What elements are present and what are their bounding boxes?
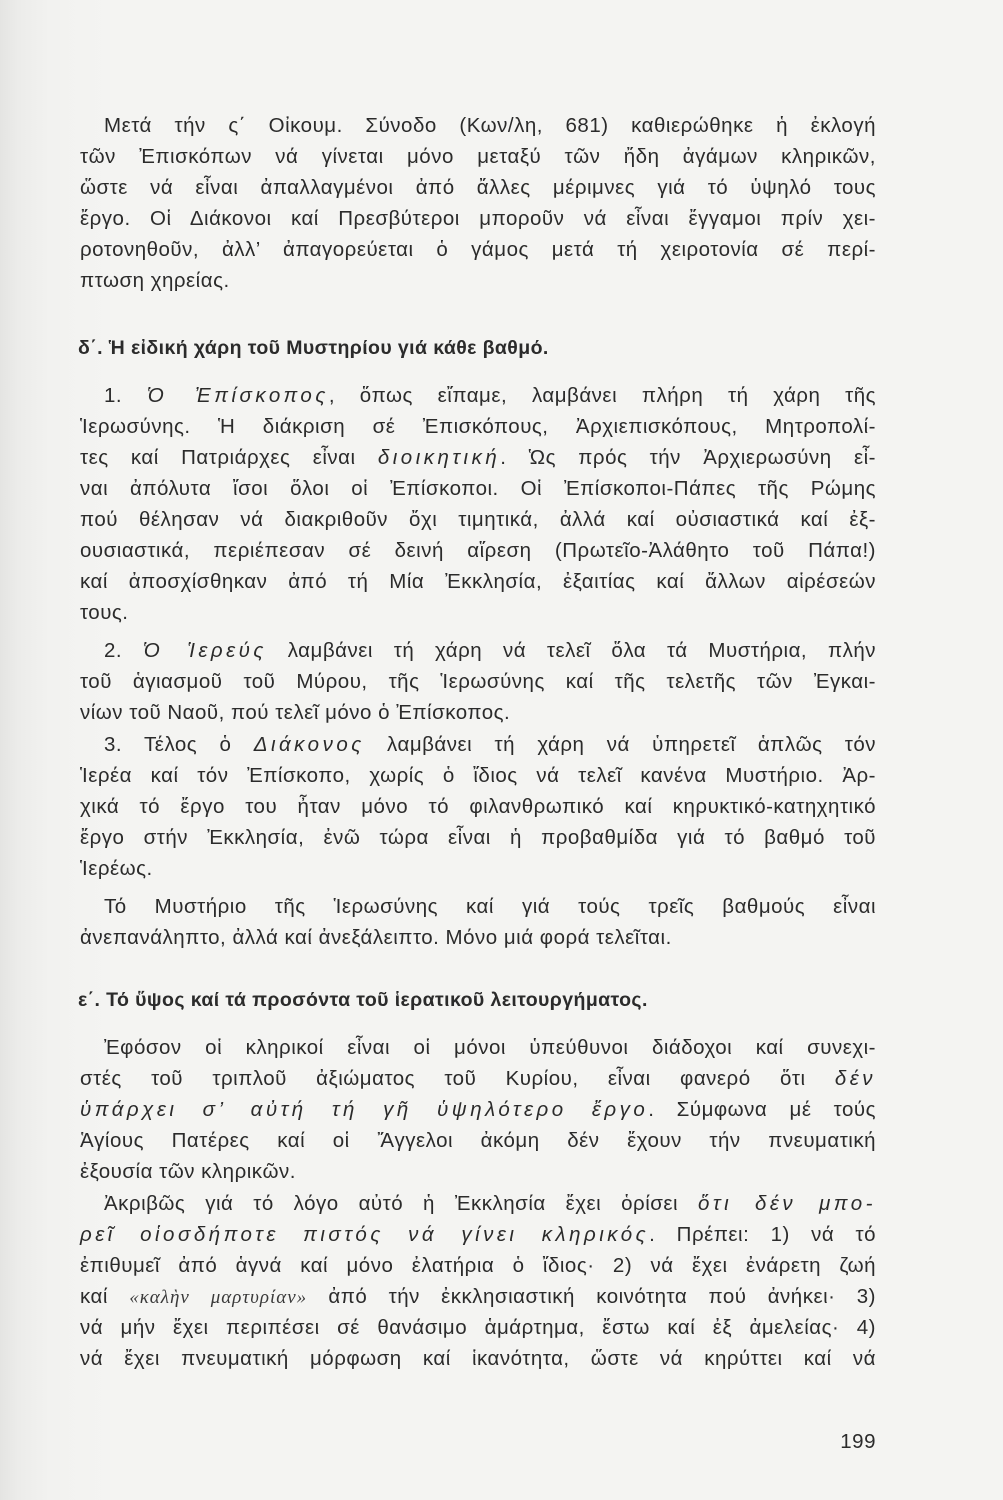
text-line bbox=[80, 1281, 876, 1312]
text-segment: ἀπό τήν ἐκκλησιαστική κοινότητα πού ἀνήκει· 3) bbox=[307, 1285, 876, 1308]
qualifications-paragraph bbox=[80, 1188, 876, 1374]
text-line: Ἱερέα καί τόν Ἐπίσκοπο, χωρίς ὁ ἴδιος νά τελεῖ κανένα Μυστήριο. Ἀρ- bbox=[80, 764, 876, 787]
text-line: Ἁγίους Πατέρες καί οἱ Ἄγγελοι ἀκόμη δέν ἔχουν τήν πνευματική bbox=[80, 1129, 876, 1152]
emphasis-text: διοικητική bbox=[377, 446, 501, 469]
text-line: ἐξουσία τῶν κληρικῶν. bbox=[80, 1160, 297, 1183]
text-line: ναι ἀπόλυτα ἴσοι ὅλοι οἱ Ἐπίσκοποι. Οἱ Ἐπίσκοποι-Πάπες τῆς Ρώμης bbox=[80, 477, 876, 500]
text-line: Τό Μυστήριο τῆς Ἱερωσύνης καί γιά τούς τρεῖς βαθμούς εἶναι bbox=[104, 895, 876, 918]
text-line: νίων τοῦ Ναοῦ, πού τελεῖ μόνο ὁ Ἐπίσκοπος. bbox=[80, 701, 511, 724]
priest-paragraph bbox=[80, 635, 876, 728]
text-line bbox=[80, 635, 876, 666]
text-segment: λαμβάνει τή χάρη νά τελεῖ ὅλα τά Μυστήρια, πλήν bbox=[266, 639, 876, 662]
quotation-text: «καλὴν μαρτυρίαν» bbox=[129, 1287, 308, 1308]
bishop-paragraph bbox=[80, 380, 876, 628]
text-line bbox=[80, 1188, 876, 1219]
section-e-heading: ε΄. Τό ὕψος καί τά προσόντα τοῦ ἱερατικοῦ λειτουργήματος. bbox=[78, 989, 648, 1011]
text-line: ὥστε νά εἶναι ἀπαλλαγμένοι ἀπό ἄλλες μέριμνες γιά τό ὑψηλό τους bbox=[80, 176, 876, 199]
text-line bbox=[80, 729, 876, 760]
text-line: Ἐφόσον οἱ κληρικοί εἶναι οἱ μόνοι ὑπεύθυνοι διάδοχοι καί συνεχι- bbox=[104, 1036, 876, 1059]
text-line: τῶν Ἐπισκόπων νά γίνεται μόνο μεταξύ τῶν ἤδη ἀγάμων κληρικῶν, bbox=[80, 145, 876, 168]
text-segment: τες καί Πατριάρχες εἶναι bbox=[80, 446, 378, 469]
emphasis-text: ὅτι δέν μπο- bbox=[698, 1192, 876, 1215]
text-line bbox=[80, 1063, 876, 1094]
text-line: τοῦ ἁγιασμοῦ τοῦ Μύρου, τῆς Ἱερωσύνης καί τῆς τελετῆς τῶν Ἐγκαι- bbox=[80, 670, 876, 693]
text-line bbox=[80, 1094, 876, 1125]
text-segment: . Πρέπει: 1) νά τό bbox=[649, 1223, 877, 1246]
emphasis-text: δέν bbox=[834, 1067, 876, 1090]
text-line bbox=[80, 380, 876, 411]
text-segment: . Σύμφωνα μέ τούς bbox=[648, 1098, 876, 1121]
emphasis-text: ὑπάρχει σ’ αὐτή τή γῆ ὑψηλότερο ἔργο bbox=[80, 1098, 649, 1121]
text-line: ἀνεπανάληπτο, ἀλλά καί ἀνεξάλειπτο. Μόνο μιά φορά τελεῖται. bbox=[80, 926, 672, 949]
text-line bbox=[80, 1219, 876, 1250]
text-segment: 1. bbox=[104, 384, 147, 407]
text-line: χικά τό ἔργο του ἦταν μόνο τό φιλανθρωπικό καί κηρυκτικό-κατηχητικό bbox=[80, 795, 876, 818]
intro-paragraph bbox=[80, 110, 876, 296]
text-line: ἔργο. Οἱ Διάκονοι καί Πρεσβύτεροι μποροῦν νά εἶναι ἔγγαμοι πρίν χει- bbox=[80, 207, 876, 230]
section-d-heading: δ΄. Ἡ εἰδική χάρη τοῦ Μυστηρίου γιά κάθε βαθμό. bbox=[78, 337, 549, 359]
text-segment: , ὅπως εἴπαμε, λαμβάνει πλήρη τή χάρη τῆς bbox=[328, 384, 876, 407]
summary-paragraph bbox=[80, 891, 876, 953]
text-line: Ἱερωσύνης. Ἡ διάκριση σέ Ἐπισκόπους, Ἀρχιεπισκόπους, Μητροπολί- bbox=[80, 415, 876, 438]
emphasis-text: Διάκονος bbox=[253, 733, 365, 756]
text-line: ουσιαστικά, περιέπεσαν σέ δεινή αἵρεση (Πρωτεῖο-Ἀλάθητο τοῦ Πάπα!) bbox=[80, 539, 876, 562]
text-segment: Ἀκριβῶς γιά τό λόγο αὐτό ἡ Ἐκκλησία ἔχει ὁρίσει bbox=[104, 1192, 698, 1215]
emphasis-text: Ὁ Ἐπίσκοπος bbox=[146, 384, 329, 407]
text-line: ἐπιθυμεῖ ἀπό ἁγνά καί μόνο ἐλατήρια ὁ ἴδιος· 2) νά ἔχει ἐνάρετη ζωή bbox=[80, 1254, 876, 1277]
text-line: καί ἀποσχίσθηκαν ἀπό τή Μία Ἐκκλησία, ἐξαιτίας καί ἄλλων αἱρέσεών bbox=[80, 570, 876, 593]
dignity-paragraph bbox=[80, 1032, 876, 1187]
text-line: Μετά τήν ς΄ Οἰκουμ. Σύνοδο (Κων/λη, 681) καθιερώθηκε ἡ ἐκλογή bbox=[104, 114, 876, 137]
emphasis-text: Ὁ Ἱερεύς bbox=[142, 639, 267, 662]
text-line: ἔργο στήν Ἐκκλησία, ἐνῶ τώρα εἶναι ἡ προβαθμίδα γιά τό βαθμό τοῦ bbox=[80, 826, 876, 849]
text-segment: λαμβάνει τή χάρη νά ὑπηρετεῖ ἁπλῶς τόν bbox=[364, 733, 877, 756]
deacon-paragraph bbox=[80, 729, 876, 884]
text-line: πού θέλησαν νά διακριθοῦν ὄχι τιμητικά, ἀλλά καί οὐσιαστικά καί ἐξ- bbox=[80, 508, 876, 531]
text-line: Ἱερέως. bbox=[80, 857, 153, 880]
emphasis-text: ρεῖ οἱοσδήποτε πιστός νά γίνει κληρικός bbox=[80, 1223, 650, 1246]
text-segment: 3. Τέλος ὁ bbox=[104, 733, 254, 756]
text-line: τους. bbox=[80, 601, 129, 624]
text-line: νά μήν ἔχει περιπέσει σέ θανάσιμο ἁμάρτημα, ἔστω καί ἐξ ἀμελείας· 4) bbox=[80, 1316, 876, 1339]
text-line: νά ἔχει πνευματική μόρφωση καί ἱκανότητα, ὥστε νά κηρύττει καί νά bbox=[80, 1347, 876, 1370]
page-number: 199 bbox=[840, 1430, 876, 1453]
text-segment: καί bbox=[80, 1285, 130, 1308]
text-segment: . Ὡς πρός τήν Ἀρχιερωσύνη εἶ- bbox=[500, 446, 876, 469]
text-line: ροτονηθοῦν, ἀλλ’ ἀπαγορεύεται ὁ γάμος μετά τή χειροτονία σέ περί- bbox=[80, 238, 876, 261]
text-line: πτωση χηρείας. bbox=[80, 269, 230, 292]
text-segment: στές τοῦ τριπλοῦ ἀξιώματος τοῦ Κυρίου, εἶναι φανερό ὅτι bbox=[80, 1067, 835, 1090]
text-segment: 2. bbox=[104, 639, 143, 662]
text-line bbox=[80, 442, 876, 473]
